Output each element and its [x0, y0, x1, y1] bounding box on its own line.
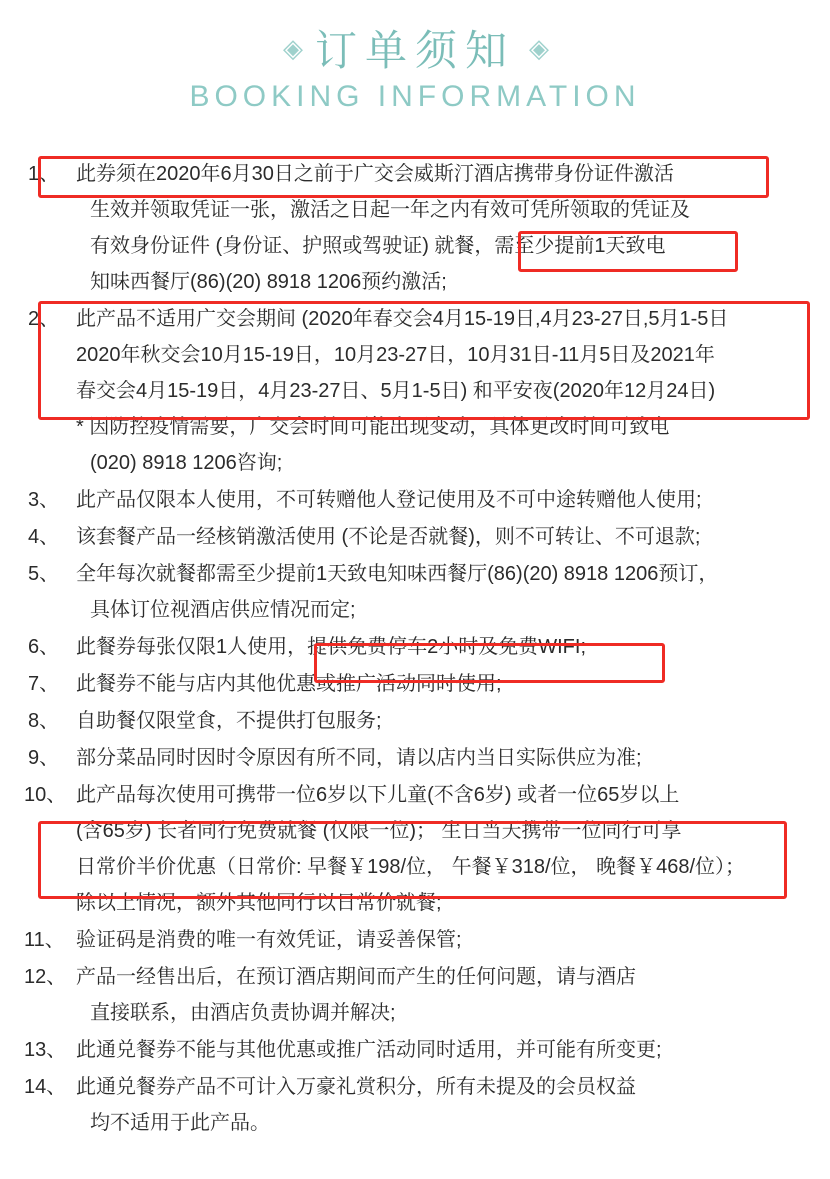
list-item: [24, 922, 812, 958]
terms-list: [18, 156, 812, 1141]
list-item-body: [76, 629, 812, 665]
list-item-number: 6、: [28, 636, 60, 658]
list-item-body: [76, 666, 812, 702]
list-item-line: 均不适用于此产品。: [90, 1112, 270, 1134]
diamond-ornament-right-icon: ◈: [529, 33, 547, 63]
list-item-line: 生效并领取凭证一张，激活之日起一年之内有效可凭所领取的凭证及: [90, 199, 690, 221]
list-item-number: 13、: [24, 1039, 67, 1061]
list-item-body: [76, 156, 812, 300]
list-item-line: 直接联系，由酒店负责协调并解决;: [90, 1002, 396, 1024]
list-item-line: 此产品不适用广交会期间 (2020年春交会4月15-19日,4月23-27日,5月1-5日: [76, 308, 729, 330]
list-item-line: 全年每次就餐都需至少提前1天致电知味西餐厅(86)(20) 8918 1206预订，: [76, 563, 719, 585]
list-item-body: [76, 777, 812, 921]
list-item-line: 此餐券每张仅限1人使用，提供免费停车2小时及免费WIFI;: [76, 636, 587, 658]
list-item-number: 14、: [24, 1076, 67, 1098]
list-item: [24, 703, 812, 739]
title-row: [18, 18, 812, 78]
list-item-line: 此产品每次使用可携带一位6岁以下儿童(不含6岁) 或者一位65岁以上: [76, 784, 680, 806]
list-item-line: 自助餐仅限堂食，不提供打包服务;: [76, 710, 382, 732]
list-item: [24, 629, 812, 665]
list-item-line: (含65岁) 长者同行免费就餐 (仅限一位)； 生日当天携带一位同行可享: [76, 820, 682, 842]
list-item-note: * 因防控疫情需要，广交会时间可能出现变动，具体更改时间可致电: [76, 416, 670, 438]
list-item-number: 3、: [28, 489, 60, 511]
list-item-number: 9、: [28, 747, 60, 769]
page-title-en: BOOKING INFORMATION: [189, 80, 641, 113]
list-item: [24, 666, 812, 702]
list-item-number: 11、: [24, 929, 65, 951]
list-item-body: [76, 482, 812, 518]
list-item-line: 此产品仅限本人使用，不可转赠他人登记使用及不可中途转赠他人使用;: [76, 489, 702, 511]
list-item: [24, 519, 812, 555]
list-item-number: 12、: [24, 966, 67, 988]
list-item-body: [76, 1032, 812, 1068]
list-item-body: [76, 703, 812, 739]
list-item-line: 除以上情况，额外其他同行以日常价就餐;: [76, 892, 442, 914]
list-item-line: 验证码是消费的唯一有效凭证，请妥善保管;: [76, 929, 462, 951]
list-item-body: [76, 922, 812, 958]
list-item-line: 产品一经售出后，在预订酒店期间而产生的任何问题，请与酒店: [76, 966, 636, 988]
list-item: [24, 556, 812, 628]
list-item-line: 春交会4月15-19日，4月23-27日、5月1-5日) 和平安夜(2020年12月24日): [76, 380, 716, 402]
list-item: [24, 156, 812, 300]
page-header: [18, 10, 812, 114]
list-item: [24, 777, 812, 921]
list-item-number: 10、: [24, 784, 67, 806]
list-item-body: [76, 301, 812, 481]
list-item-number: 1、: [28, 163, 60, 185]
list-item-line: 2020年秋交会10月15-19日，10月23-27日，10月31日-11月5日及2021年: [76, 344, 715, 366]
list-item-line: 此餐券不能与店内其他优惠或推广活动同时使用;: [76, 673, 502, 695]
list-item: [24, 959, 812, 1031]
page-title-cn: 订单须知: [314, 29, 515, 75]
list-item: [24, 482, 812, 518]
list-item-line: 该套餐产品一经核销激活使用 (不论是否就餐)，则不可转让、不可退款;: [76, 526, 701, 548]
list-item-line: 此通兑餐券不能与其他优惠或推广活动同时适用，并可能有所变更;: [76, 1039, 662, 1061]
list-item-line: 部分菜品同时因时令原因有所不同，请以店内当日实际供应为准;: [76, 747, 642, 769]
list-item-body: [76, 959, 812, 1031]
list-item: [24, 1032, 812, 1068]
list-item-line: 此券须在2020年6月30日之前于广交会威斯汀酒店携带身份证件激活: [76, 163, 674, 185]
list-item-number: 5、: [28, 563, 60, 585]
list-item: [24, 740, 812, 776]
list-item-body: [76, 740, 812, 776]
list-item-line: 此通兑餐券产品不可计入万豪礼赏积分，所有未提及的会员权益: [76, 1076, 636, 1098]
list-item-number: 4、: [28, 526, 60, 548]
list-item-body: [76, 519, 812, 555]
list-item: [24, 301, 812, 481]
list-item-number: 2、: [28, 308, 60, 330]
list-item-number: 8、: [28, 710, 60, 732]
list-item-note: (020) 8918 1206咨询;: [90, 452, 283, 474]
list-item-line: 有效身份证件 (身份证、护照或驾驶证) 就餐，需至少提前1天致电: [90, 235, 666, 257]
list-item-number: 7、: [28, 673, 60, 695]
list-item-body: [76, 1069, 812, 1141]
list-item-line: 知味西餐厅(86)(20) 8918 1206预约激活;: [90, 271, 447, 293]
list-item: [24, 1069, 812, 1141]
diamond-ornament-left-icon: ◈: [282, 33, 301, 63]
list-item-body: [76, 556, 812, 628]
list-item-line: 具体订位视酒店供应情况而定;: [90, 599, 356, 621]
list-item-line: 日常价半价优惠（日常价: 早餐￥198/位， 午餐￥318/位， 晚餐￥468/位）；: [76, 856, 746, 878]
